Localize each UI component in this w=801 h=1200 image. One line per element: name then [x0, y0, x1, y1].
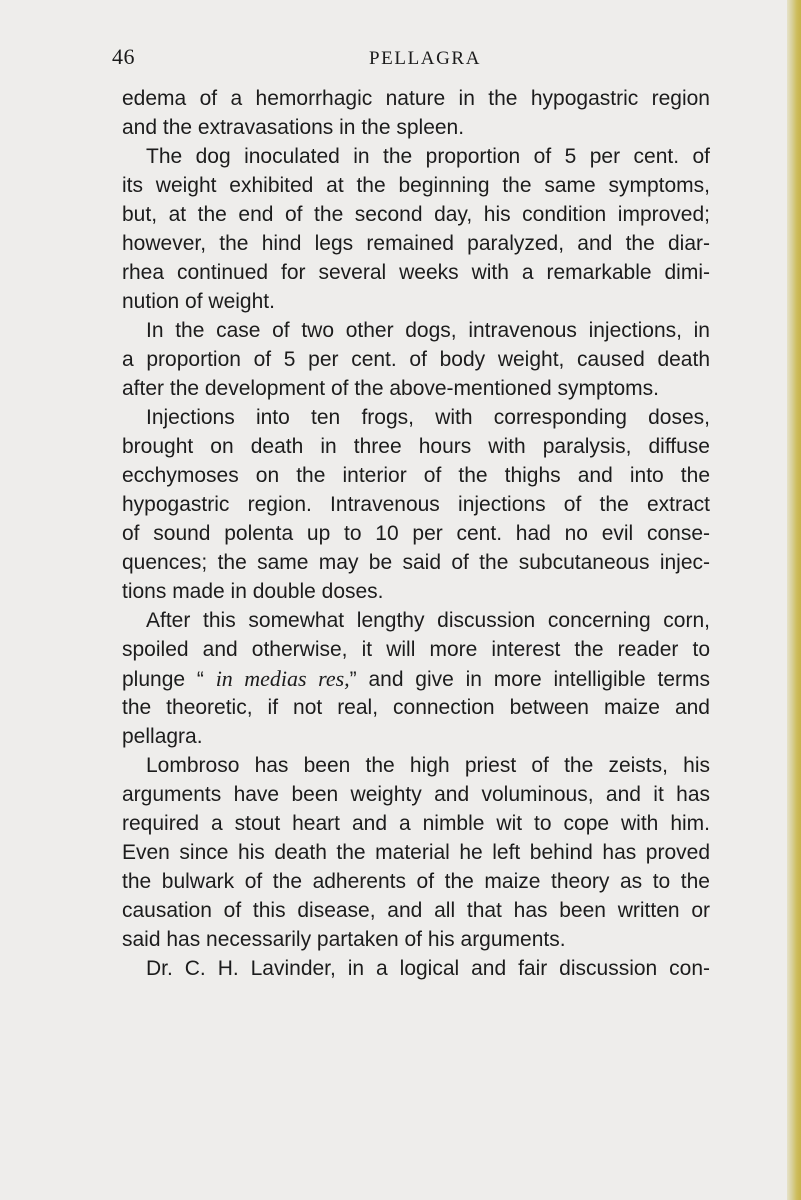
text-line: spoiled and otherwise, it will more interest the reader to: [122, 638, 710, 661]
text-line: a proportion of 5 per cent. of body weight, caused death: [122, 348, 710, 371]
text-line: required a stout heart and a nimble wit to cope with him.: [122, 812, 710, 835]
text-line: ecchymoses on the interior of the thighs and into the: [122, 464, 710, 487]
text-line: but, at the end of the second day, his condition improved;: [122, 203, 710, 226]
running-head: PELLAGRA: [369, 48, 482, 69]
text-line: of sound polenta up to 10 per cent. had no evil conse-: [122, 522, 710, 545]
page-header: [112, 44, 712, 74]
body-text: [122, 84, 710, 983]
text-line: however, the hind legs remained paralyzed, and the diar-: [122, 232, 710, 255]
text-line: and the extravasations in the spleen.: [122, 116, 465, 139]
text-line-pre: plunge “: [122, 668, 216, 691]
text-line: pellagra.: [122, 725, 203, 748]
text-line: the bulwark of the adherents of the maize theory as to the: [122, 870, 710, 893]
page-edge: [787, 0, 801, 1200]
text-line: after the development of the above-mentioned symptoms.: [122, 377, 659, 400]
text-line: tions made in double doses.: [122, 580, 384, 603]
text-line: brought on death in three hours with paralysis, diffuse: [122, 435, 710, 458]
text-line-post: ” and give in more intelligible terms: [349, 668, 710, 691]
italic-phrase: in medias res,: [215, 666, 350, 691]
text-line: said has necessarily partaken of his arguments.: [122, 928, 566, 951]
text-line-with-italic: [122, 664, 710, 693]
text-line: quences; the same may be said of the subcutaneous injec-: [122, 551, 710, 574]
text-line: Injections into ten frogs, with corresponding doses,: [146, 406, 710, 429]
text-line: nution of weight.: [122, 290, 275, 313]
text-line: the theoretic, if not real, connection between maize and: [122, 696, 710, 719]
text-line: edema of a hemorrhagic nature in the hypogastric region: [122, 87, 710, 110]
text-line: hypogastric region. Intravenous injections of the extract: [122, 493, 710, 516]
text-line: The dog inoculated in the proportion of 5 per cent. of: [146, 145, 710, 168]
text-line: arguments have been weighty and voluminous, and it has: [122, 783, 710, 806]
text-line: Lombroso has been the high priest of the zeists, his: [146, 754, 710, 777]
text-line: After this somewhat lengthy discussion concerning corn,: [146, 609, 710, 632]
text-line: causation of this disease, and all that has been written or: [122, 899, 710, 922]
page-number: 46: [112, 44, 135, 69]
text-line: In the case of two other dogs, intravenous injections, in: [146, 319, 710, 342]
text-line: rhea continued for several weeks with a remarkable dimi-: [122, 261, 710, 284]
text-line: Dr. C. H. Lavinder, in a logical and fair discussion con-: [146, 957, 710, 980]
text-line: its weight exhibited at the beginning the same symptoms,: [122, 174, 710, 197]
text-line: Even since his death the material he left behind has proved: [122, 841, 710, 864]
